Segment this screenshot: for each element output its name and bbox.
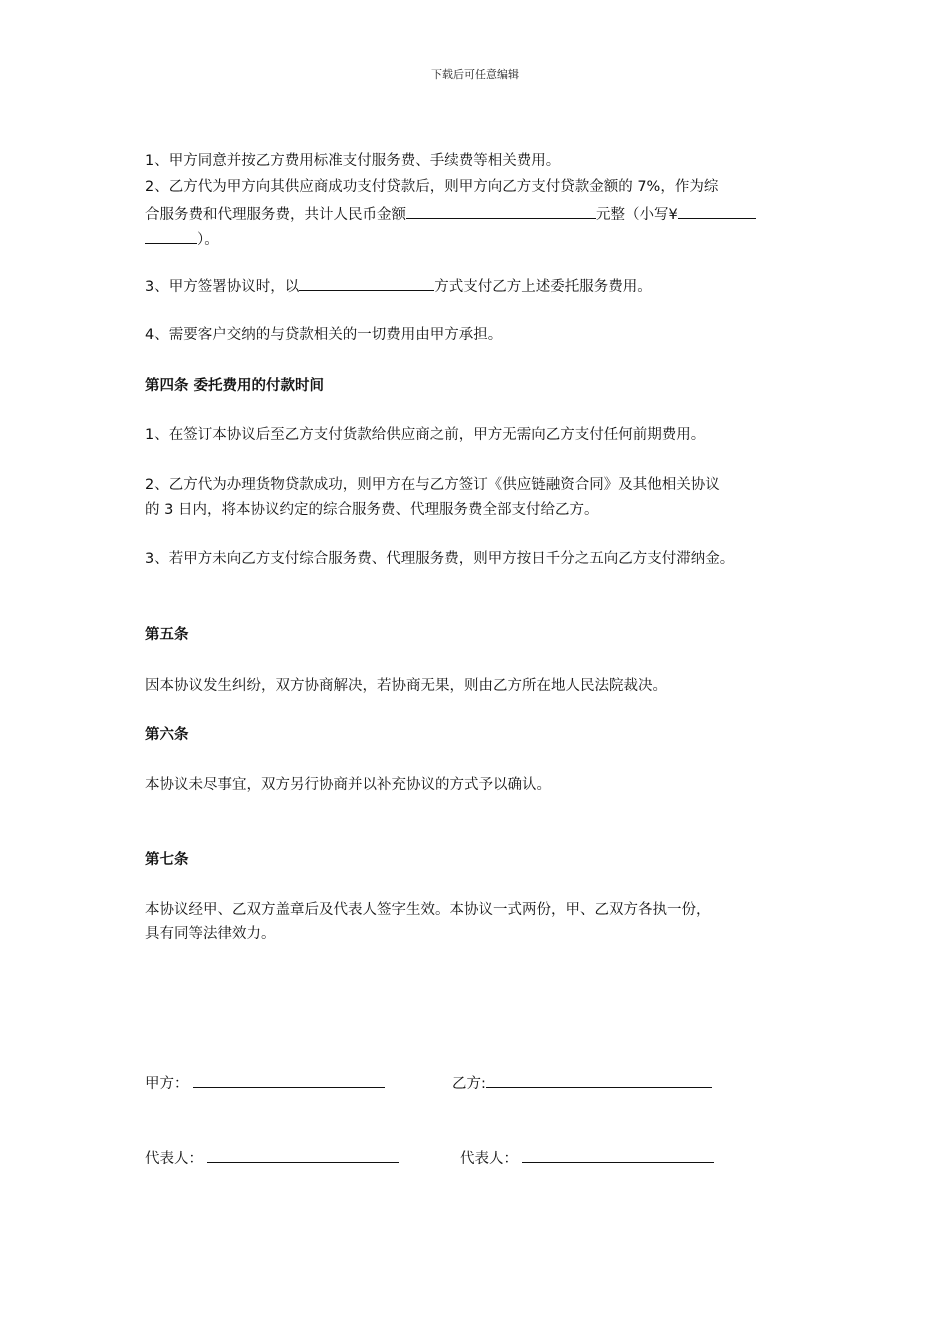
article-6-text: 本协议未尽事宜，双方另行协商并以补充协议的方式予以确认。 bbox=[145, 777, 551, 793]
fee-clause-3-text-b: 方式支付乙方上述委托服务费用。 bbox=[434, 279, 652, 295]
article-7-title: 第七条 bbox=[145, 852, 189, 868]
page-header-note: 下载后可任意编辑 bbox=[431, 68, 519, 81]
article-4-title: 第四条 委托费用的付款时间 bbox=[145, 378, 325, 394]
rep-b-label: 代表人： bbox=[460, 1151, 518, 1167]
fee-clause-2-line1: 2、乙方代为甲方向其供应商成功支付贷款后，则甲方向乙方支付贷款金额的 7%，作为综 bbox=[145, 179, 719, 195]
article-4-item-2-line2: 的 3 日内，将本协议约定的综合服务费、代理服务费全部支付给乙方。 bbox=[145, 502, 599, 518]
article-4-item-2-line1: 2、乙方代为办理货物贷款成功，则甲方在与乙方签订《供应链融资合同》及其他相关协议 bbox=[145, 477, 720, 493]
payment-method-blank[interactable] bbox=[299, 276, 434, 291]
article-5-text: 因本协议发生纠纷，双方协商解决，若协商无果，则由乙方所在地人民法院裁决。 bbox=[145, 678, 667, 694]
article-4-item-1: 1、在签订本协议后至乙方支付货款给供应商之前，甲方无需向乙方支付任何前期费用。 bbox=[145, 427, 706, 443]
rep-a-label: 代表人： bbox=[145, 1151, 203, 1167]
rep-b-blank[interactable] bbox=[522, 1148, 714, 1163]
fee-clause-3-text-a: 3、甲方签署协议时，以 bbox=[145, 279, 300, 295]
party-b-blank[interactable] bbox=[486, 1073, 712, 1088]
fee-clause-3 bbox=[145, 276, 652, 296]
fee-clause-2-line2 bbox=[145, 204, 756, 224]
fee-clause-4: 4、需要客户交纳的与贷款相关的一切费用由甲方承担。 bbox=[145, 327, 503, 343]
party-b-signature bbox=[452, 1073, 712, 1093]
amount-number-blank-cont[interactable] bbox=[145, 229, 197, 244]
amount-blank[interactable] bbox=[406, 204, 596, 219]
party-a-signature bbox=[145, 1073, 385, 1093]
article-7-line1: 本协议经甲、乙双方盖章后及代表人签字生效。本协议一式两份，甲、乙双方各执一份， bbox=[145, 902, 711, 918]
party-a-blank[interactable] bbox=[193, 1073, 385, 1088]
rep-a-blank[interactable] bbox=[207, 1148, 399, 1163]
fee-clause-2-line3 bbox=[145, 229, 219, 249]
rep-b-signature bbox=[460, 1148, 714, 1168]
rep-a-signature bbox=[145, 1148, 399, 1168]
fee-clause-2-text-a: 合服务费和代理服务费，共计人民币金额 bbox=[145, 207, 406, 223]
fee-clause-1: 1、甲方同意并按乙方费用标准支付服务费、手续费等相关费用。 bbox=[145, 153, 561, 169]
article-5-title: 第五条 bbox=[145, 627, 189, 643]
article-6-title: 第六条 bbox=[145, 727, 189, 743]
article-7-line2: 具有同等法律效力。 bbox=[145, 926, 276, 942]
amount-number-blank[interactable] bbox=[678, 204, 756, 219]
party-a-label: 甲方： bbox=[145, 1076, 189, 1092]
party-b-label: 乙方: bbox=[452, 1076, 486, 1092]
fee-clause-2-close: ）。 bbox=[197, 232, 219, 248]
fee-clause-2-text-b: 元整（小写¥ bbox=[596, 207, 678, 223]
article-4-item-3: 3、若甲方未向乙方支付综合服务费、代理服务费，则甲方按日千分之五向乙方支付滞纳金。 bbox=[145, 551, 735, 567]
